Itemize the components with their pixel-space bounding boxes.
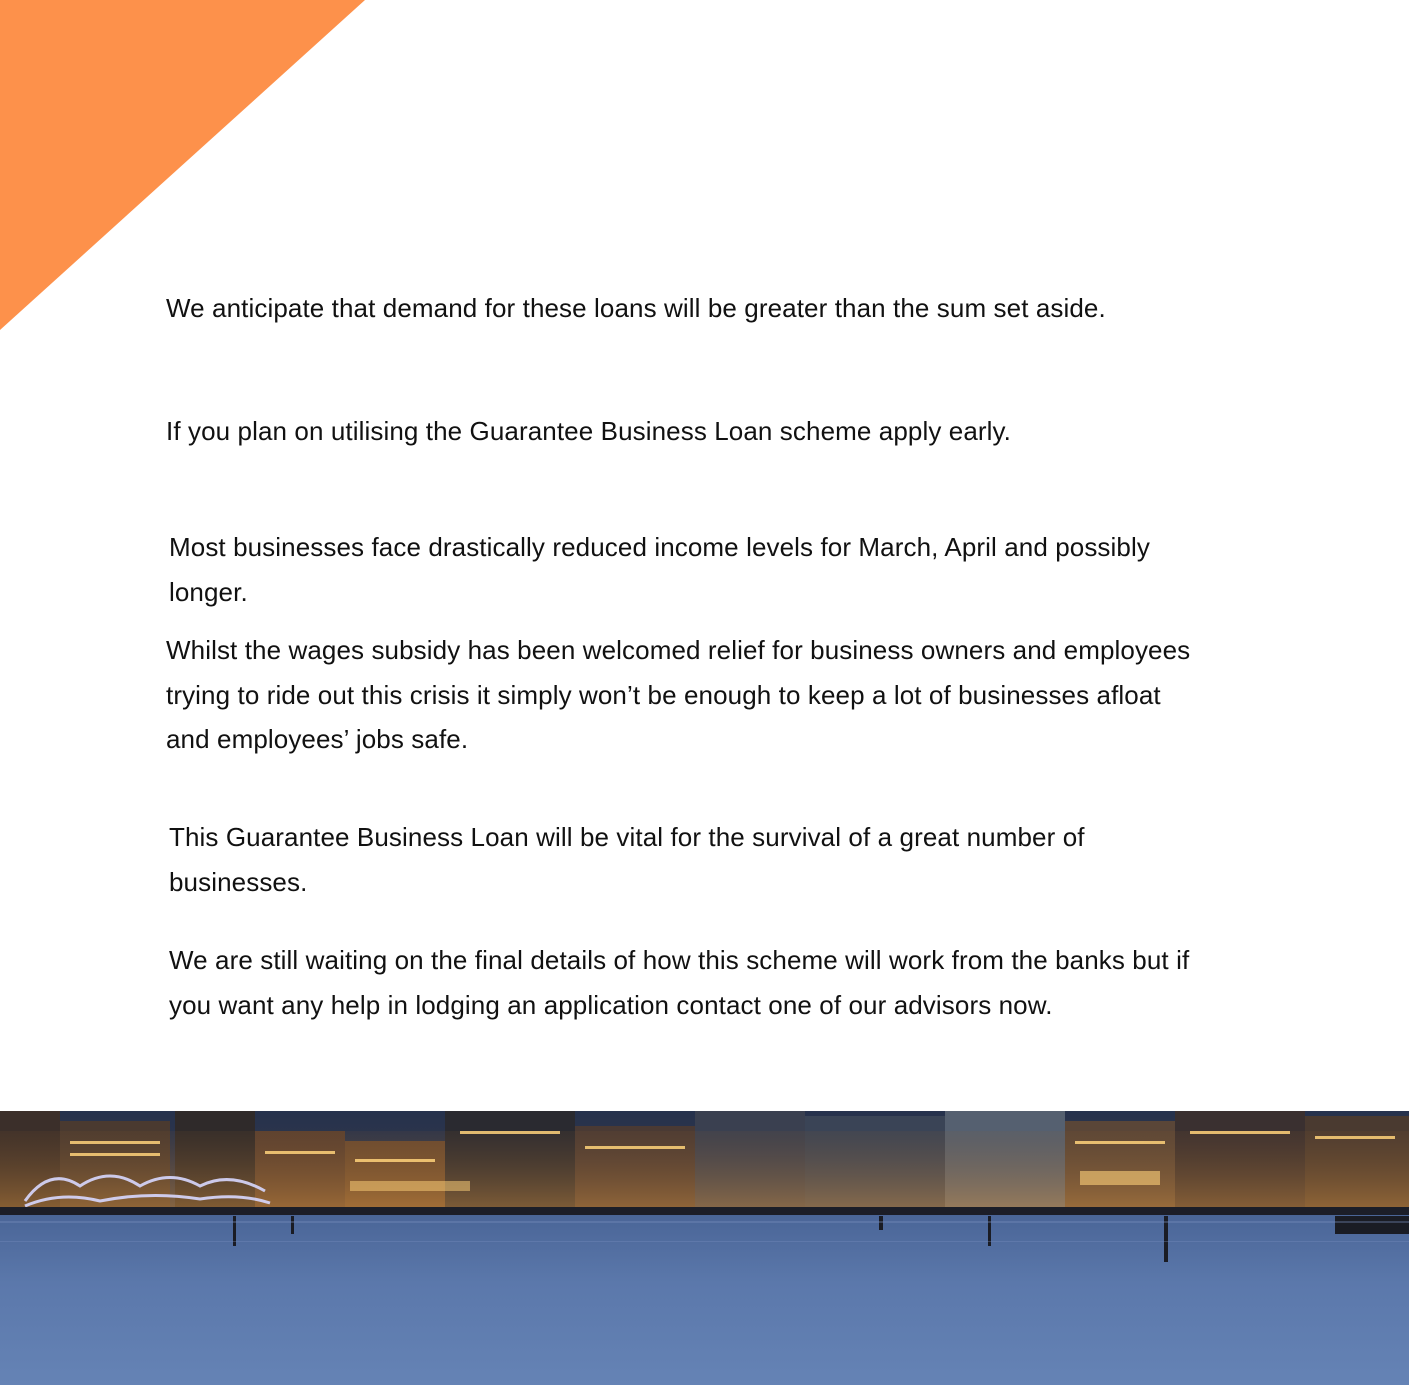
paragraph-wages-subsidy: Whilst the wages subsidy has been welcomed relief for business owners and employees trying to ride out this crisis it simply won’t be enough to keep a lot of businesses afloat and employees’ jobs safe. <box>166 635 1191 754</box>
paragraph-demand: We anticipate that demand for these loans will be greater than the sum set aside. <box>166 293 1106 323</box>
orange-corner-triangle <box>0 0 365 330</box>
city-waterfront-photo <box>0 1111 1409 1385</box>
paragraph-vital-loan: This Guarantee Business Loan will be vital for the survival of a great number of businesses. <box>169 822 1085 897</box>
paragraph-reduced-income: Most businesses face drastically reduced income levels for March, April and possibly longer. <box>169 532 1150 607</box>
paragraph-apply-early: If you plan on utilising the Guarantee Business Loan scheme apply early. <box>166 416 1012 446</box>
paragraph-contact-advisors: We are still waiting on the final details of how this scheme will work from the banks but if you want any help in lodging an application contact one of our advisors now. <box>169 945 1190 1020</box>
